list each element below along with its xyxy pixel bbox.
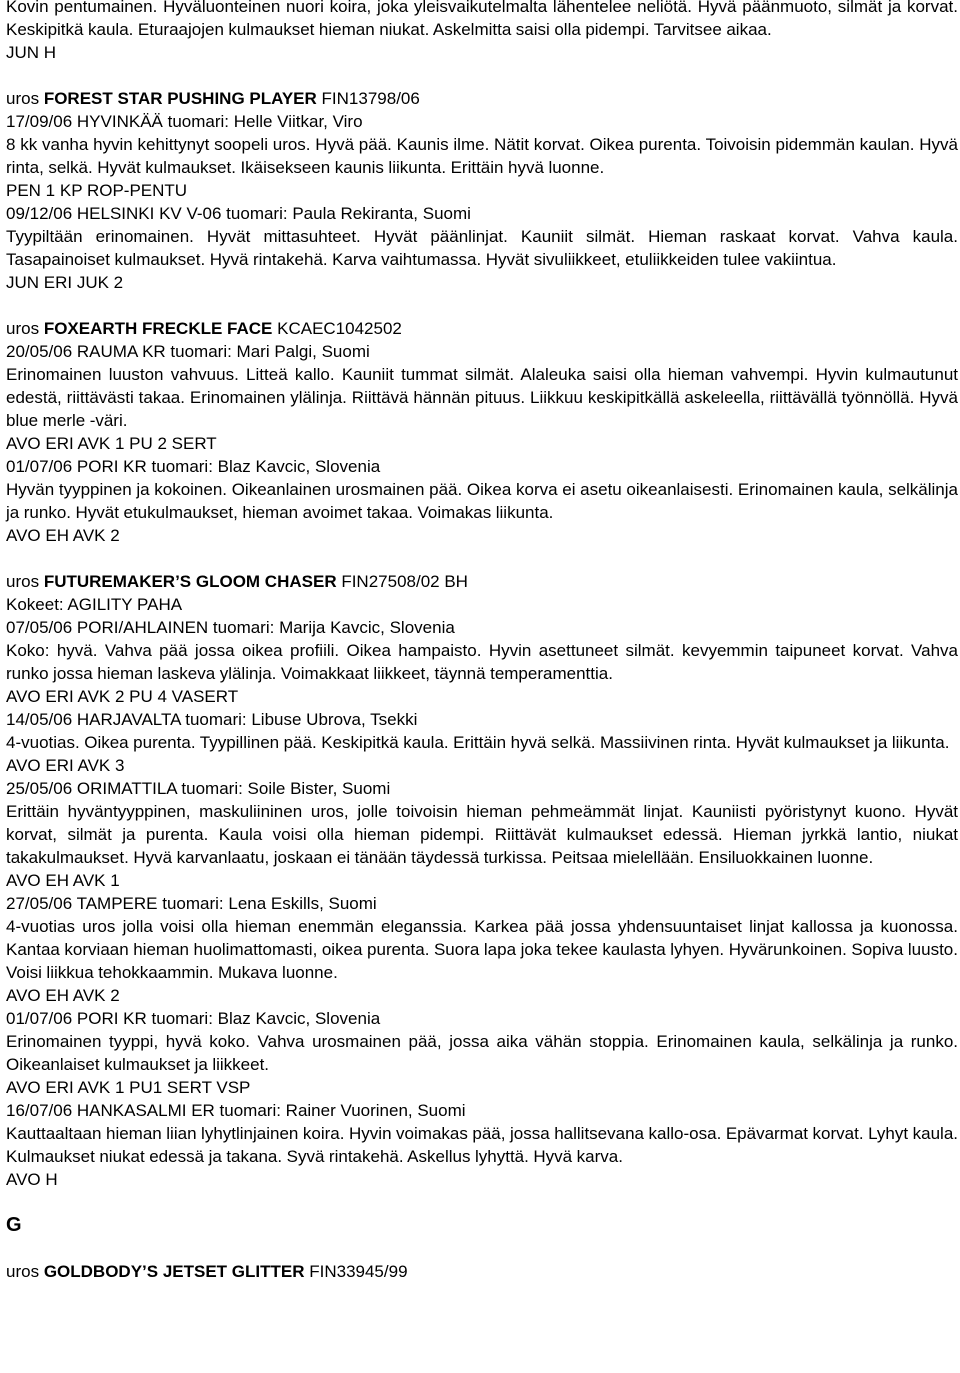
critique-text: Erinomainen tyyppi, hyvä koko. Vahva urosmainen pää, jossa aika vähän stoppia. Erinomainen kaula, selkälinja ja runko. Oikeanlaiset kulmaukset ja liikkeet. <box>6 1032 958 1074</box>
show-header: 01/07/06 PORI KR tuomari: Blaz Kavcic, Slovenia <box>6 457 381 476</box>
critique-text: 8 kk vanha hyvin kehittynyt soopeli uros. Hyvä pää. Kaunis ilme. Nätit korvat. Oikea purenta. Toivoisin pidemmän kaulan. Hyvä rinta, selkä. Hyvät kulmaukset. Ikäisekseen kaunis liikunta. Erittäin hyvä luonne. <box>6 135 958 177</box>
show-header: 16/07/06 HANKASALMI ER tuomari: Rainer Vuorinen, Suomi <box>6 1101 466 1120</box>
spacer <box>6 547 958 570</box>
dog-sex: uros <box>6 1262 40 1281</box>
show-result: AVO EH AVK 2 <box>6 526 120 545</box>
critique-text: Erinomainen luuston vahvuus. Litteä kallo. Kauniit tummat silmät. Alaleuka saisi olla hieman vahvempi. Hyvin kulmautunut edestä, riittävästi takaa. Erinomainen ylälinja. Riittävä hännän pituus. Liikkuu keskipitkällä askeleella, riittävällä työnnöllä. Hyvä blue merle -väri. <box>6 365 958 430</box>
spacer <box>6 1237 958 1260</box>
critique-text: 4-vuotias. Oikea purenta. Tyypillinen pää. Keskipitkä kaula. Erittäin hyvä selkä. Massiivinen rinta. Hyvät kulmaukset ja liikunta. <box>6 733 950 752</box>
dog-registration: KCAEC1042502 <box>277 319 402 338</box>
dog-entry-header <box>6 317 958 340</box>
show-header: 20/05/06 RAUMA KR tuomari: Mari Palgi, Suomi <box>6 342 370 361</box>
dog-name: FOXEARTH FRECKLE FACE <box>43 319 273 338</box>
show-result: AVO H <box>6 1170 58 1189</box>
dog-name: FOREST STAR PUSHING PLAYER <box>43 89 317 108</box>
show-header: 09/12/06 HELSINKI KV V-06 tuomari: Paula Rekiranta, Suomi <box>6 204 471 223</box>
dog-entry-header <box>6 1260 958 1283</box>
critique-text: Koko: hyvä. Vahva pää jossa oikea profiili. Oikea hampaisto. Hyvin asettuneet silmät. kevyemmin taipuneet korvat. Vahva runko jossa hieman laskeva ylälinja. Voimakkaat liikkeet, täynnä temperamenttia. <box>6 641 958 683</box>
critique-text: Erittäin hyväntyyppinen, maskuliininen uros, jolle toivoisin hieman pehmeämmät linjat. Kauniisti pyöristynyt kuono. Hyvät korvat, silmät ja purenta. Kaula voisi olla hieman pidempi. Riittävät kulmaukset edessä. Hieman jyrkkä lantio, niukat takakulmaukset. Hyvä karvanlaatu, joskaan ei tänään täydessä turkissa. Peitsaa mielellään. Ensiluokkainen luonne. <box>6 802 958 867</box>
dog-sex: uros <box>6 89 40 108</box>
dog-titles: Kokeet: AGILITY PAHA <box>6 595 183 614</box>
show-result: JUN H <box>6 43 57 62</box>
dog-entry-header <box>6 87 958 110</box>
dog-name: FUTUREMAKER’S GLOOM CHASER <box>43 572 337 591</box>
show-header: 14/05/06 HARJAVALTA tuomari: Libuse Ubrova, Tsekki <box>6 710 418 729</box>
dog-sex: uros <box>6 572 40 591</box>
dog-registration: FIN33945/99 <box>309 1262 408 1281</box>
spacer <box>6 64 958 87</box>
critique-text: Kauttaaltaan hieman liian lyhytlinjainen koira. Hyvin voimakas pää, jossa hallitsevana kallo-osa. Epävarmat korvat. Lyhyt kaula. Kulmaukset niukat edessä ja takana. Syvä rintakehä. Askellus lyhyttä. Hyvä karva. <box>6 1124 958 1166</box>
spacer <box>6 1191 958 1214</box>
critique-text: Kovin pentumainen. Hyväluonteinen nuori koira, joka yleisvaikutelmalta lähentelee neliötä. Hyvä päänmuoto, silmät ja korvat. Keskipitkä kaula. Eturaajojen kulmaukset hieman niukat. Askelmitta saisi olla pidempi. Tarvitsee aikaa. <box>6 0 958 39</box>
show-result: AVO ERI AVK 3 <box>6 756 125 775</box>
dog-name: GOLDBODY’S JETSET GLITTER <box>43 1262 305 1281</box>
section-letter: G <box>6 1214 22 1236</box>
show-header: 01/07/06 PORI KR tuomari: Blaz Kavcic, Slovenia <box>6 1009 381 1028</box>
dog-registration: FIN13798/06 <box>321 89 420 108</box>
show-header: 07/05/06 PORI/AHLAINEN tuomari: Marija Kavcic, Slovenia <box>6 618 455 637</box>
critique-text: Hyvän tyyppinen ja kokoinen. Oikeanlainen urosmainen pää. Oikea korva ei asetu oikeanlaisesti. Erinomainen kaula, selkälinja ja runko. Hyvät etukulmaukset, hieman avoimet takaa. Voimakas liikunta. <box>6 480 958 522</box>
show-result: AVO EH AVK 2 <box>6 986 120 1005</box>
show-result: AVO ERI AVK 2 PU 4 VASERT <box>6 687 239 706</box>
show-result: AVO ERI AVK 1 PU1 SERT VSP <box>6 1078 251 1097</box>
critique-text: Tyypiltään erinomainen. Hyvät mittasuhteet. Hyvät päänlinjat. Kauniit silmät. Hieman raskaat korvat. Vahva kaula. Tasapainoiset kulmaukset. Hyvä rintakehä. Karva vaihtumassa. Hyvät sivuliikkeet, etuliikkeiden tulee vakiintua. <box>6 227 958 269</box>
critique-text: 4-vuotias uros jolla voisi olla hieman enemmän eleganssia. Karkea pää jossa yhdensuuntaiset linjat kallossa ja kuonossa. Kantaa korviaan hieman huolimattomasti, oikea purenta. Suora lapa joka tekee kaulasta lyhyen. Hyvärunkoinen. Sopiva luusto. Voisi liikkua tehokkaammin. Mukava luonne. <box>6 917 958 982</box>
show-result: JUN ERI JUK 2 <box>6 273 124 292</box>
dog-entry-header <box>6 570 958 593</box>
show-header: 27/05/06 TAMPERE tuomari: Lena Eskills, Suomi <box>6 894 377 913</box>
show-header: 25/05/06 ORIMATTILA tuomari: Soile Bister, Suomi <box>6 779 391 798</box>
document-page <box>6 0 958 1283</box>
dog-sex: uros <box>6 319 40 338</box>
show-result: AVO ERI AVK 1 PU 2 SERT <box>6 434 217 453</box>
spacer <box>6 294 958 317</box>
show-header: 17/09/06 HYVINKÄÄ tuomari: Helle Viitkar, Viro <box>6 112 363 131</box>
dog-registration: FIN27508/02 BH <box>341 572 468 591</box>
show-result: PEN 1 KP ROP-PENTU <box>6 181 188 200</box>
show-result: AVO EH AVK 1 <box>6 871 120 890</box>
